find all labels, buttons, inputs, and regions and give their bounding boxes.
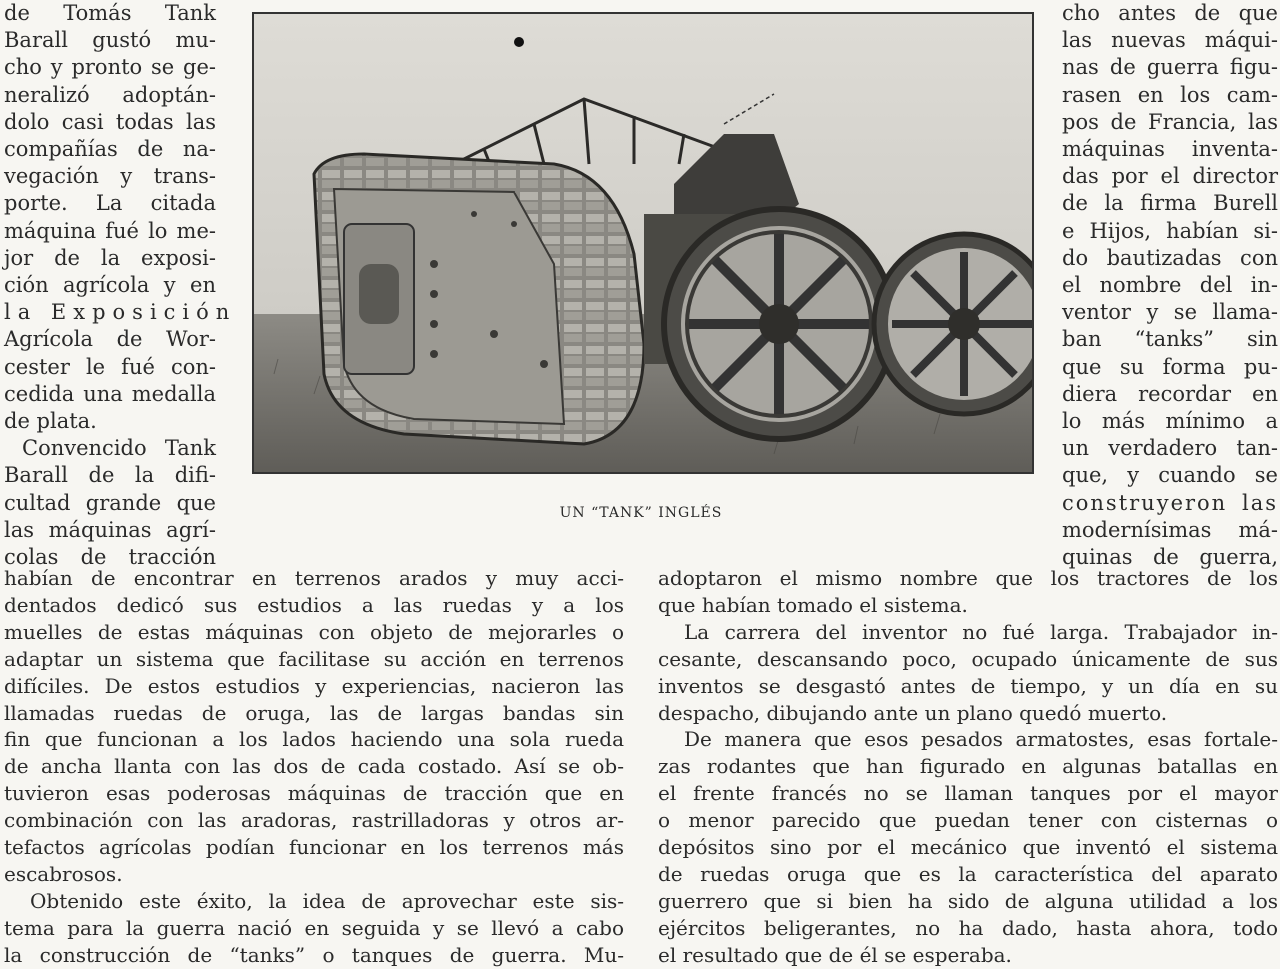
left-line: jor de la exposi- — [4, 245, 216, 270]
left-line: máquina fué lo me- — [4, 218, 216, 243]
right-line: diera recordar en — [1062, 381, 1278, 406]
left-line: cultad grande que — [4, 490, 216, 515]
left-line: cho y pronto se ge- — [4, 55, 216, 80]
right-line: el nombre del in- — [1062, 273, 1278, 298]
right-line: que su forma pu- — [1062, 354, 1278, 379]
left-line: cester le fué con- — [4, 354, 216, 379]
right-line: modernísimas má- — [1062, 517, 1278, 542]
body-line: inventos se desgastó antes de tiempo, y un día en su — [658, 673, 1278, 698]
left-line: de Tomás Tank — [4, 1, 216, 25]
right-line: pos de Francia, las — [1062, 109, 1278, 134]
right-line: que, y cuando se — [1062, 463, 1278, 488]
right-line: ventor y se llama- — [1062, 300, 1278, 325]
left-line: colas de tracción — [4, 545, 216, 570]
right-line: lo más mínimo a — [1062, 409, 1278, 434]
right-column — [1062, 0, 1278, 571]
left-line: Barall gustó mu- — [4, 28, 216, 53]
left-line: neralizó adoptán- — [4, 82, 216, 107]
body-line: tuvieron esas poderosas máquinas de tracción que en — [4, 781, 624, 806]
right-line: las nuevas máqui- — [1062, 28, 1278, 53]
body-line: guerrero que si bien ha sido de alguna utilidad a los — [658, 888, 1278, 913]
right-line: ban “tanks” sin — [1062, 327, 1278, 352]
body-line: llamadas ruedas de oruga, las de largas bandas sin — [4, 700, 624, 725]
left-line: dolo casi todas las — [4, 109, 216, 134]
right-line: quinas de guerra, — [1062, 545, 1278, 570]
body-line: depósitos sino por el mecánico que inventó el sistema — [658, 835, 1278, 860]
left-line: Agrícola de Wor- — [4, 327, 216, 352]
tank-illustration — [254, 14, 1032, 472]
left-line: las máquinas agrí- — [4, 517, 216, 542]
left-line: compañías de na- — [4, 137, 216, 162]
body-line: la construcción de “tanks” o tanques de guerra. Mu- — [4, 942, 624, 967]
left-line: Convencido Tank — [22, 436, 216, 461]
left-line: de plata. — [4, 409, 97, 434]
body-line: o menor parecido que puedan tener con cisternas o — [658, 808, 1278, 833]
left-line: Barall de la difi- — [4, 463, 216, 488]
right-line: cho antes de que — [1062, 1, 1278, 25]
right-line: de la firma Burell — [1062, 191, 1278, 216]
figure-caption: UN “TANK” INGLÉS — [559, 505, 723, 521]
left-line: vegación y trans- — [4, 164, 216, 189]
body-line: el resultado que de él se esperaba. — [658, 942, 1012, 967]
right-line: rasen en los cam- — [1062, 82, 1278, 107]
left-column — [4, 0, 237, 571]
right-line: das por el director — [1062, 164, 1278, 189]
body-line: Obtenido este éxito, la idea de aprovechar este sis- — [30, 888, 624, 913]
right-line: e Hijos, habían si- — [1062, 218, 1278, 243]
tank-photo — [252, 12, 1034, 474]
body-line: el frente francés no se llaman tanques por el mayor — [658, 781, 1278, 806]
left-line: la Exposición — [4, 300, 237, 325]
body-line: de ancha llanta con las dos de cada costado. Así se ob- — [4, 754, 624, 779]
body-line: fin que funcionan a los lados haciendo una sola rueda — [4, 727, 624, 752]
right-line: do bautizadas con — [1062, 245, 1278, 270]
left-line: porte. La citada — [4, 191, 216, 216]
body-line: muelles de estas máquinas con objeto de mejorarles o — [4, 619, 624, 644]
body-line: escabrosos. — [4, 861, 123, 886]
body-line: cesante, descansando poco, ocupado únicamente de sus — [658, 646, 1278, 671]
body-line: de ruedas oruga que es la característica del aparato — [658, 861, 1278, 886]
body-line: adaptar un sistema que facilitase su acción en terrenos — [4, 646, 624, 671]
body-line: que habían tomado el sistema. — [658, 592, 968, 617]
body-line: tema para la guerra nació en seguida y se llevó a cabo — [4, 915, 624, 940]
body-line: difíciles. De estos estudios y experiencias, nacieron las — [4, 673, 624, 698]
body-line: zas rodantes que han figurado en algunas batallas en — [658, 754, 1278, 779]
left-line: cedida una medalla — [4, 381, 216, 406]
body-line: De manera que esos pesados armatostes, esas fortale- — [684, 727, 1278, 752]
body-line: tefactos agrícolas podían funcionar en los terrenos más — [4, 835, 624, 860]
body-line: combinación con las aradoras, rastrilladoras y otros ar- — [4, 808, 624, 833]
body-line: ejércitos beligerantes, no ha dado, hasta ahora, todo — [658, 915, 1278, 940]
body-line: dentados dedicó sus estudios a las ruedas y a los — [4, 592, 624, 617]
body-line: adoptaron el mismo nombre que los tractores de los — [658, 566, 1278, 590]
right-line: nas de guerra figu- — [1062, 55, 1278, 80]
left-line: ción agrícola y en — [4, 273, 216, 298]
right-line: construyeron las — [1062, 490, 1278, 515]
right-line: máquinas inventa- — [1062, 137, 1278, 162]
bottom-right-column — [658, 565, 1278, 969]
bottom-left-column — [4, 565, 624, 969]
body-line: habían de encontrar en terrenos arados y muy acci- — [4, 566, 624, 590]
body-line: despacho, dibujando ante un plano quedó muerto. — [658, 700, 1168, 725]
body-line: La carrera del inventor no fué larga. Trabajador in- — [684, 619, 1278, 644]
right-line: un verdadero tan- — [1062, 436, 1278, 461]
